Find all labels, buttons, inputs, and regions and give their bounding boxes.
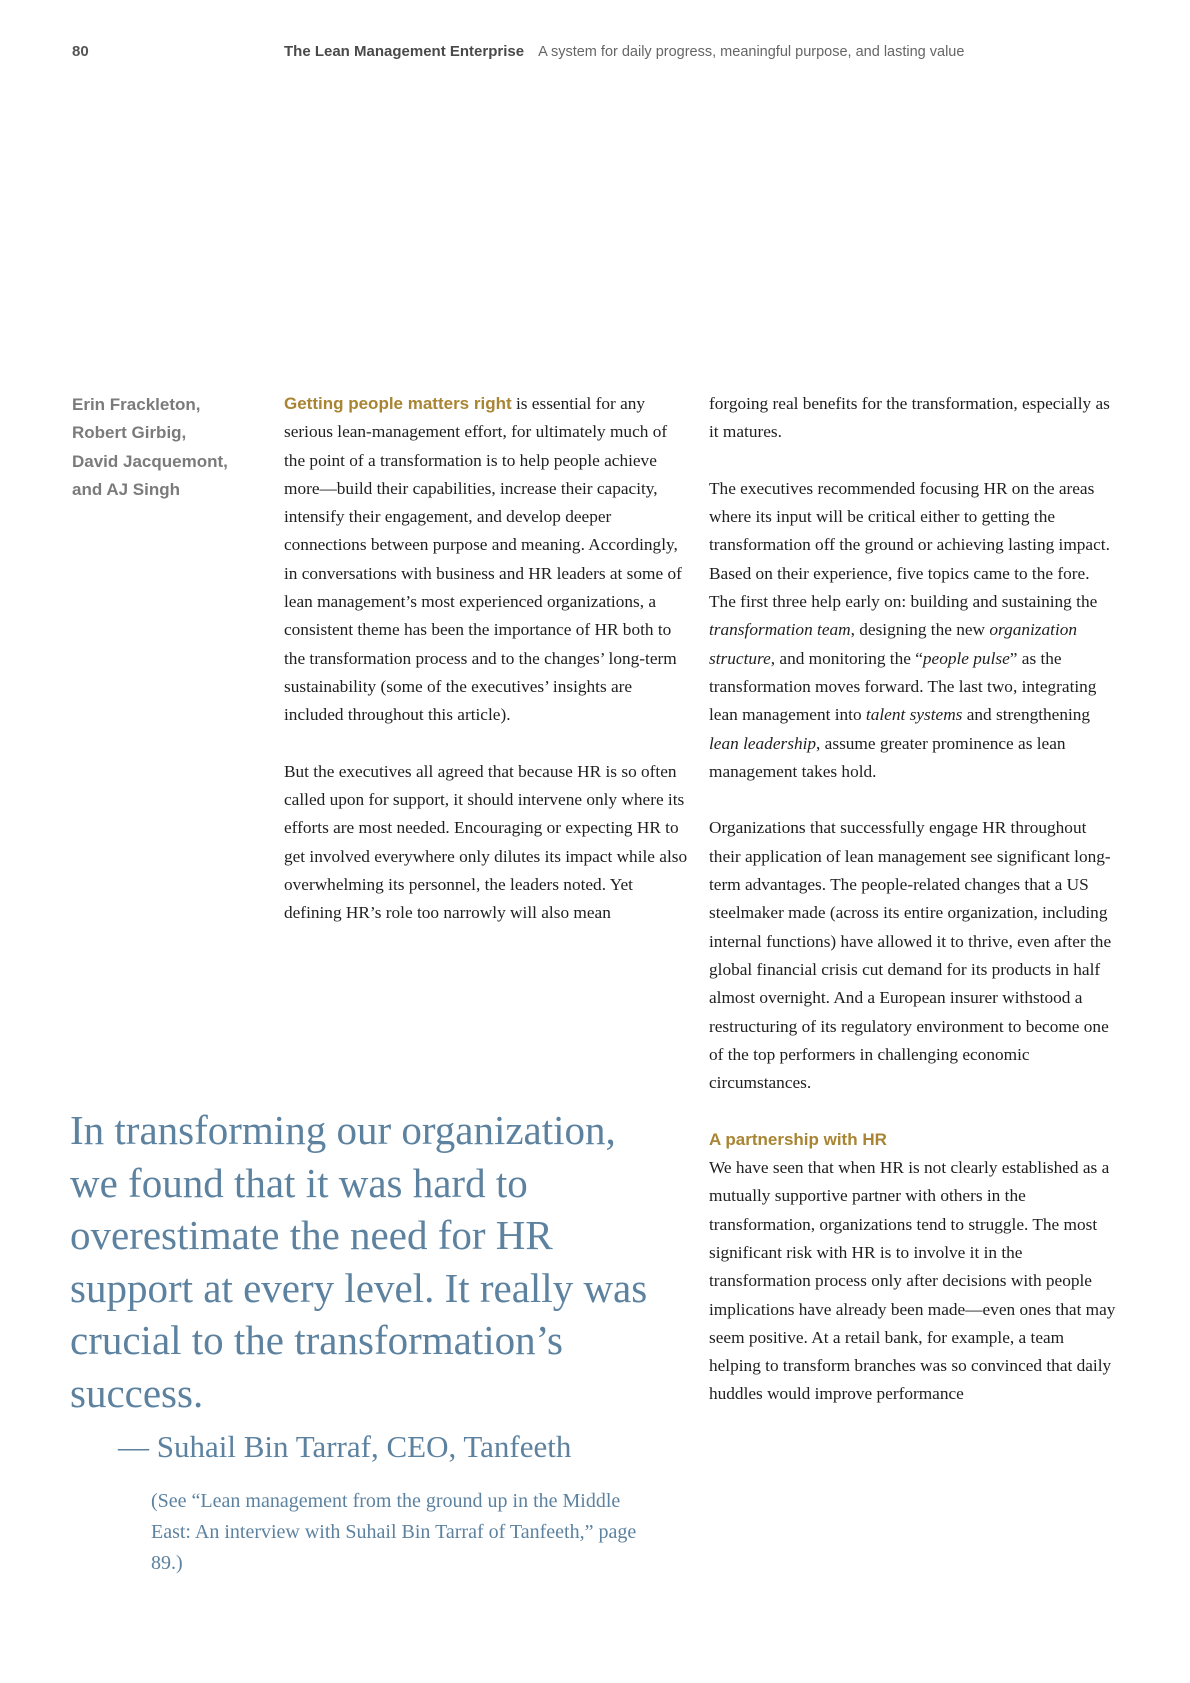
paragraph-text: ” as the transformation moves forward. The last two, integrating lean management into: [709, 648, 1097, 725]
paragraph: We have seen that when HR is not clearly established as a mutually supportive partner with others in the transformation, organizations tend to struggle. The most significant risk with HR is to involve it in the transformation process only after decisions with people implications have already been made—even ones that may seem positive. At a retail bank, for example, a team helping to transform branches was so convinced that daily huddles would improve performance: [709, 1158, 1116, 1404]
quote-attribution: — Suhail Bin Tarraf, CEO, Tanfeeth: [118, 1429, 572, 1464]
paragraph-text: The executives recommended focusing HR on the areas where its input will be critical either to getting the transformation off the ground or achieving lasting impact. Based on their experience, five topics came to the fore. The first three help early on: building and sustaining the: [709, 478, 1110, 612]
emphasis: people pulse: [922, 648, 1010, 668]
book-title: The Lean Management Enterprise: [284, 43, 525, 60]
body-column-right: [709, 390, 1119, 1409]
emphasis: lean leadership: [709, 733, 817, 753]
paragraph-text: , designing the new: [850, 620, 990, 640]
author-list: [72, 391, 228, 504]
lead-in: Getting people matters right: [284, 394, 512, 413]
emphasis: organization structure: [709, 620, 1078, 668]
emphasis: transformation team: [709, 620, 851, 640]
paragraph-text: is essential for any serious lean-management effort, for ultimately much of the point of a transformation is to help people achieve more—build their capabilities, increase their capacity, intensify their engagement, and develop deeper connections between purpose and meaning. Accordingly, in conversations with business and HR leaders at some of lean management’s most experienced organizations, a consistent theme has been the importance of HR both to the transformation process and to the changes’ long-term sustainability (some of the executives’ insights are included throughout this article).: [284, 394, 682, 725]
pull-quote: In transforming our organization, we found that it was hard to overestimate the need for HR support at every level. It really was crucial to the transformation’s success.: [70, 1107, 648, 1416]
page-number: 80: [72, 43, 89, 60]
body-column-left: [284, 390, 689, 928]
cross-reference: (See “Lean management from the ground up in the Middle East: An interview with Suhail Bin Tarraf of Tanfeeth,” page 89.): [151, 1490, 637, 1574]
author-name: and AJ Singh: [72, 479, 180, 499]
paragraph: [709, 475, 1119, 786]
author-name: Erin Frackleton,: [72, 395, 201, 414]
paragraph: But the executives all agreed that because HR is so often called upon for support, it should intervene only where its efforts are most needed. Encouraging or expecting HR to get involved everywhere only dilutes its impact while also overwhelming its personnel, the leaders noted. Yet defining HR’s role too narrowly will also mean: [284, 761, 688, 923]
paragraph-text: , assume greater prominence as lean management takes hold.: [709, 733, 1066, 781]
running-header: [284, 43, 964, 60]
book-subtitle: A system for daily progress, meaningful purpose, and lasting value: [538, 44, 965, 60]
paragraph: [284, 390, 689, 730]
section-heading: A partnership with HR: [709, 1129, 887, 1149]
emphasis: talent systems: [865, 705, 963, 725]
paragraph-text: and strengthening: [962, 705, 1091, 725]
author-name: Robert Girbig,: [72, 423, 187, 443]
paragraph: forgoing real benefits for the transformation, especially as it matures.: [709, 394, 1110, 442]
paragraph-text: , and monitoring the “: [770, 648, 923, 668]
paragraph: Organizations that successfully engage HR throughout their application of lean management see significant long-term advantages. The people-related changes that a US steelmaker made (across its entire organization, including internal functions) have allowed it to thrive, even after the global financial crisis cut demand for its products in half almost overnight. And a European insurer withstood a restructuring of its regulatory environment to become one of the top performers in challenging economic circumstances.: [709, 818, 1112, 1093]
author-name: David Jacquemont,: [72, 451, 228, 471]
